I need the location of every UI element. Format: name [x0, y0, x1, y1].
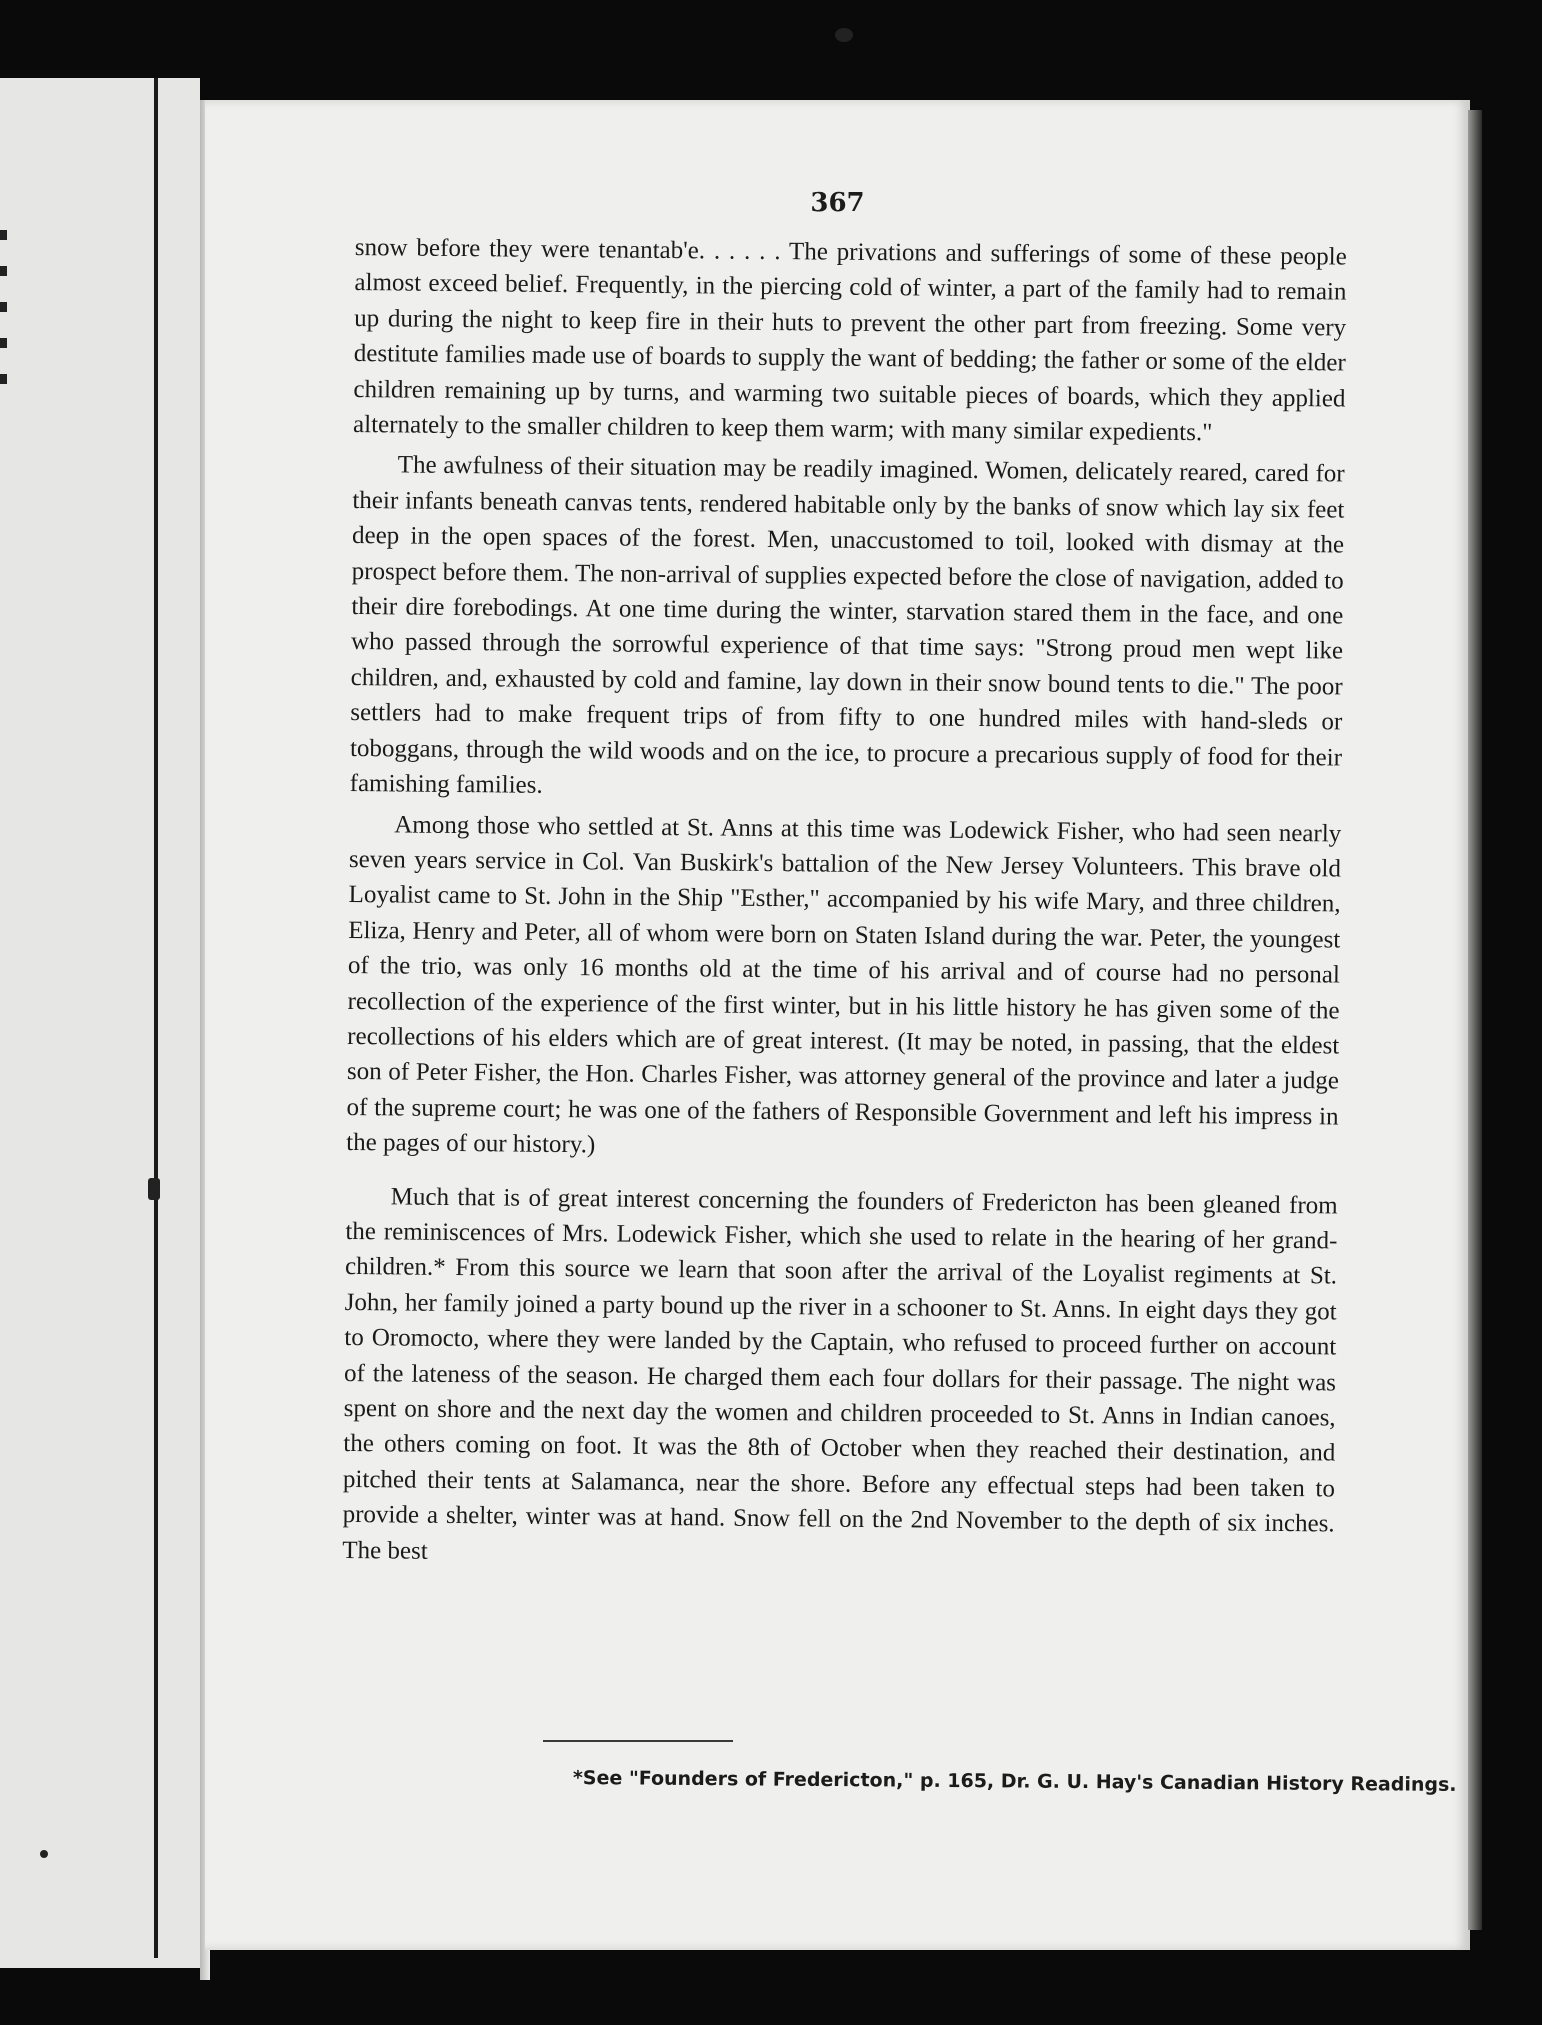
footnote: *See "Founders of Fredericton," p. 165, Dr. G. U. Hay's Canadian History Readings.: [572, 1767, 1457, 1796]
left-page-margin-rule: [154, 78, 158, 1958]
paragraph-3: Among those who settled at St. Anns at this time was Lodewick Fisher, who had seen nearly seven years service in Col. Van Buskirk's battalion of the New Jersey Volunteers. This brave old Loyalist came to St. John in the Ship "Esther," accompanied by his wife Mary, and three children, Eliza, Henry and Peter, all of whom were born on Staten Island during the war. Peter, the youngest of the trio, was only 16 months old at the time of his arrival and of course had no personal recollection of the experience of the first winter, but in his little history he has given some of the recollections of his elders which are of great interest. (It may be noted, in passing, that the eldest son of Peter Fisher, the Hon. Charles Fisher, was attorney general of the province and later a judge of the supreme court; he was one of the fathers of Responsible Government and left his impress in the pages of our history.): [346, 810, 1342, 1159]
scan-speck: [835, 28, 853, 42]
scan-speck: [148, 1178, 160, 1200]
paragraph-1: snow before they were tenantab'e. . . . . . The privations and sufferings of some of these people almost exceed belief. Frequently, in the piercing cold of winter, a part of the family had to remain up during the night to keep fire in their huts to prevent the other part from freezing. Some very destitute families made use of boards to supply the want of bedding; the father or some of the elder children remaining up by turns, and warming two suitable pieces of boards, which they applied alternately to the smaller children to keep them warm; with many similar expedients.": [353, 233, 1347, 447]
footnote-rule: [543, 1740, 733, 1742]
paragraph-4: Much that is of great interest concerning the founders of Fredericton has been gleaned from the reminiscences of Mrs. Lodewick Fisher, which she used to relate in the hearing of her grand-children.* From this source we learn that soon after the arrival of the Loyalist regiments at St. John, her family joined a party bound up the river in a schooner to St. Anns. In eight days they got to Oromocto, where they were landed by the Captain, who refused to proceed further on account of the lateness of the season. He charged them each four dollars for their passage. The night was spent on shore and the next day the women and children proceeded to St. Anns in Indian canoes, the others coming on foot. It was the 8th of October when they reached their destination, and pitched their tents at Salamanca, near the shore. Before any effectual steps had been taken to provide a shelter, winter was at hand. Snow fell on the 2nd November to the depth of six inches. The best: [342, 1182, 1338, 1565]
page-number: 367: [810, 188, 865, 218]
paragraph-2: The awfulness of their situation may be readily imagined. Women, delicately reared, cared for their infants beneath canvas tents, rendered habitable only by the banks of snow which lay six feet deep in the open spaces of the forest. Men, unaccustomed to toil, looked with dismay at the prospect before them. The non-arrival of supplies expected before the close of navigation, added to their dire forebodings. At one time during the winter, starvation stared them in the face, and one who passed through the sorrowful experience of that time says: "Strong proud men wept like children, and, exhausted by cold and famine, lay down in their snow bound tents to die." The poor settlers had to make frequent trips of from fifty to one hundred miles with hand-sleds or toboggans, through the wild woods and on the ice, to procure a precarious supply of food for their famishing families.: [349, 451, 1345, 799]
left-page-fragment: [0, 78, 200, 1968]
scan-speck: [40, 1850, 48, 1858]
page-body: [342, 230, 1347, 1577]
right-page: [205, 100, 1470, 1950]
right-page-edge: [1468, 110, 1482, 1930]
left-edge-text-fragments: [0, 230, 12, 410]
